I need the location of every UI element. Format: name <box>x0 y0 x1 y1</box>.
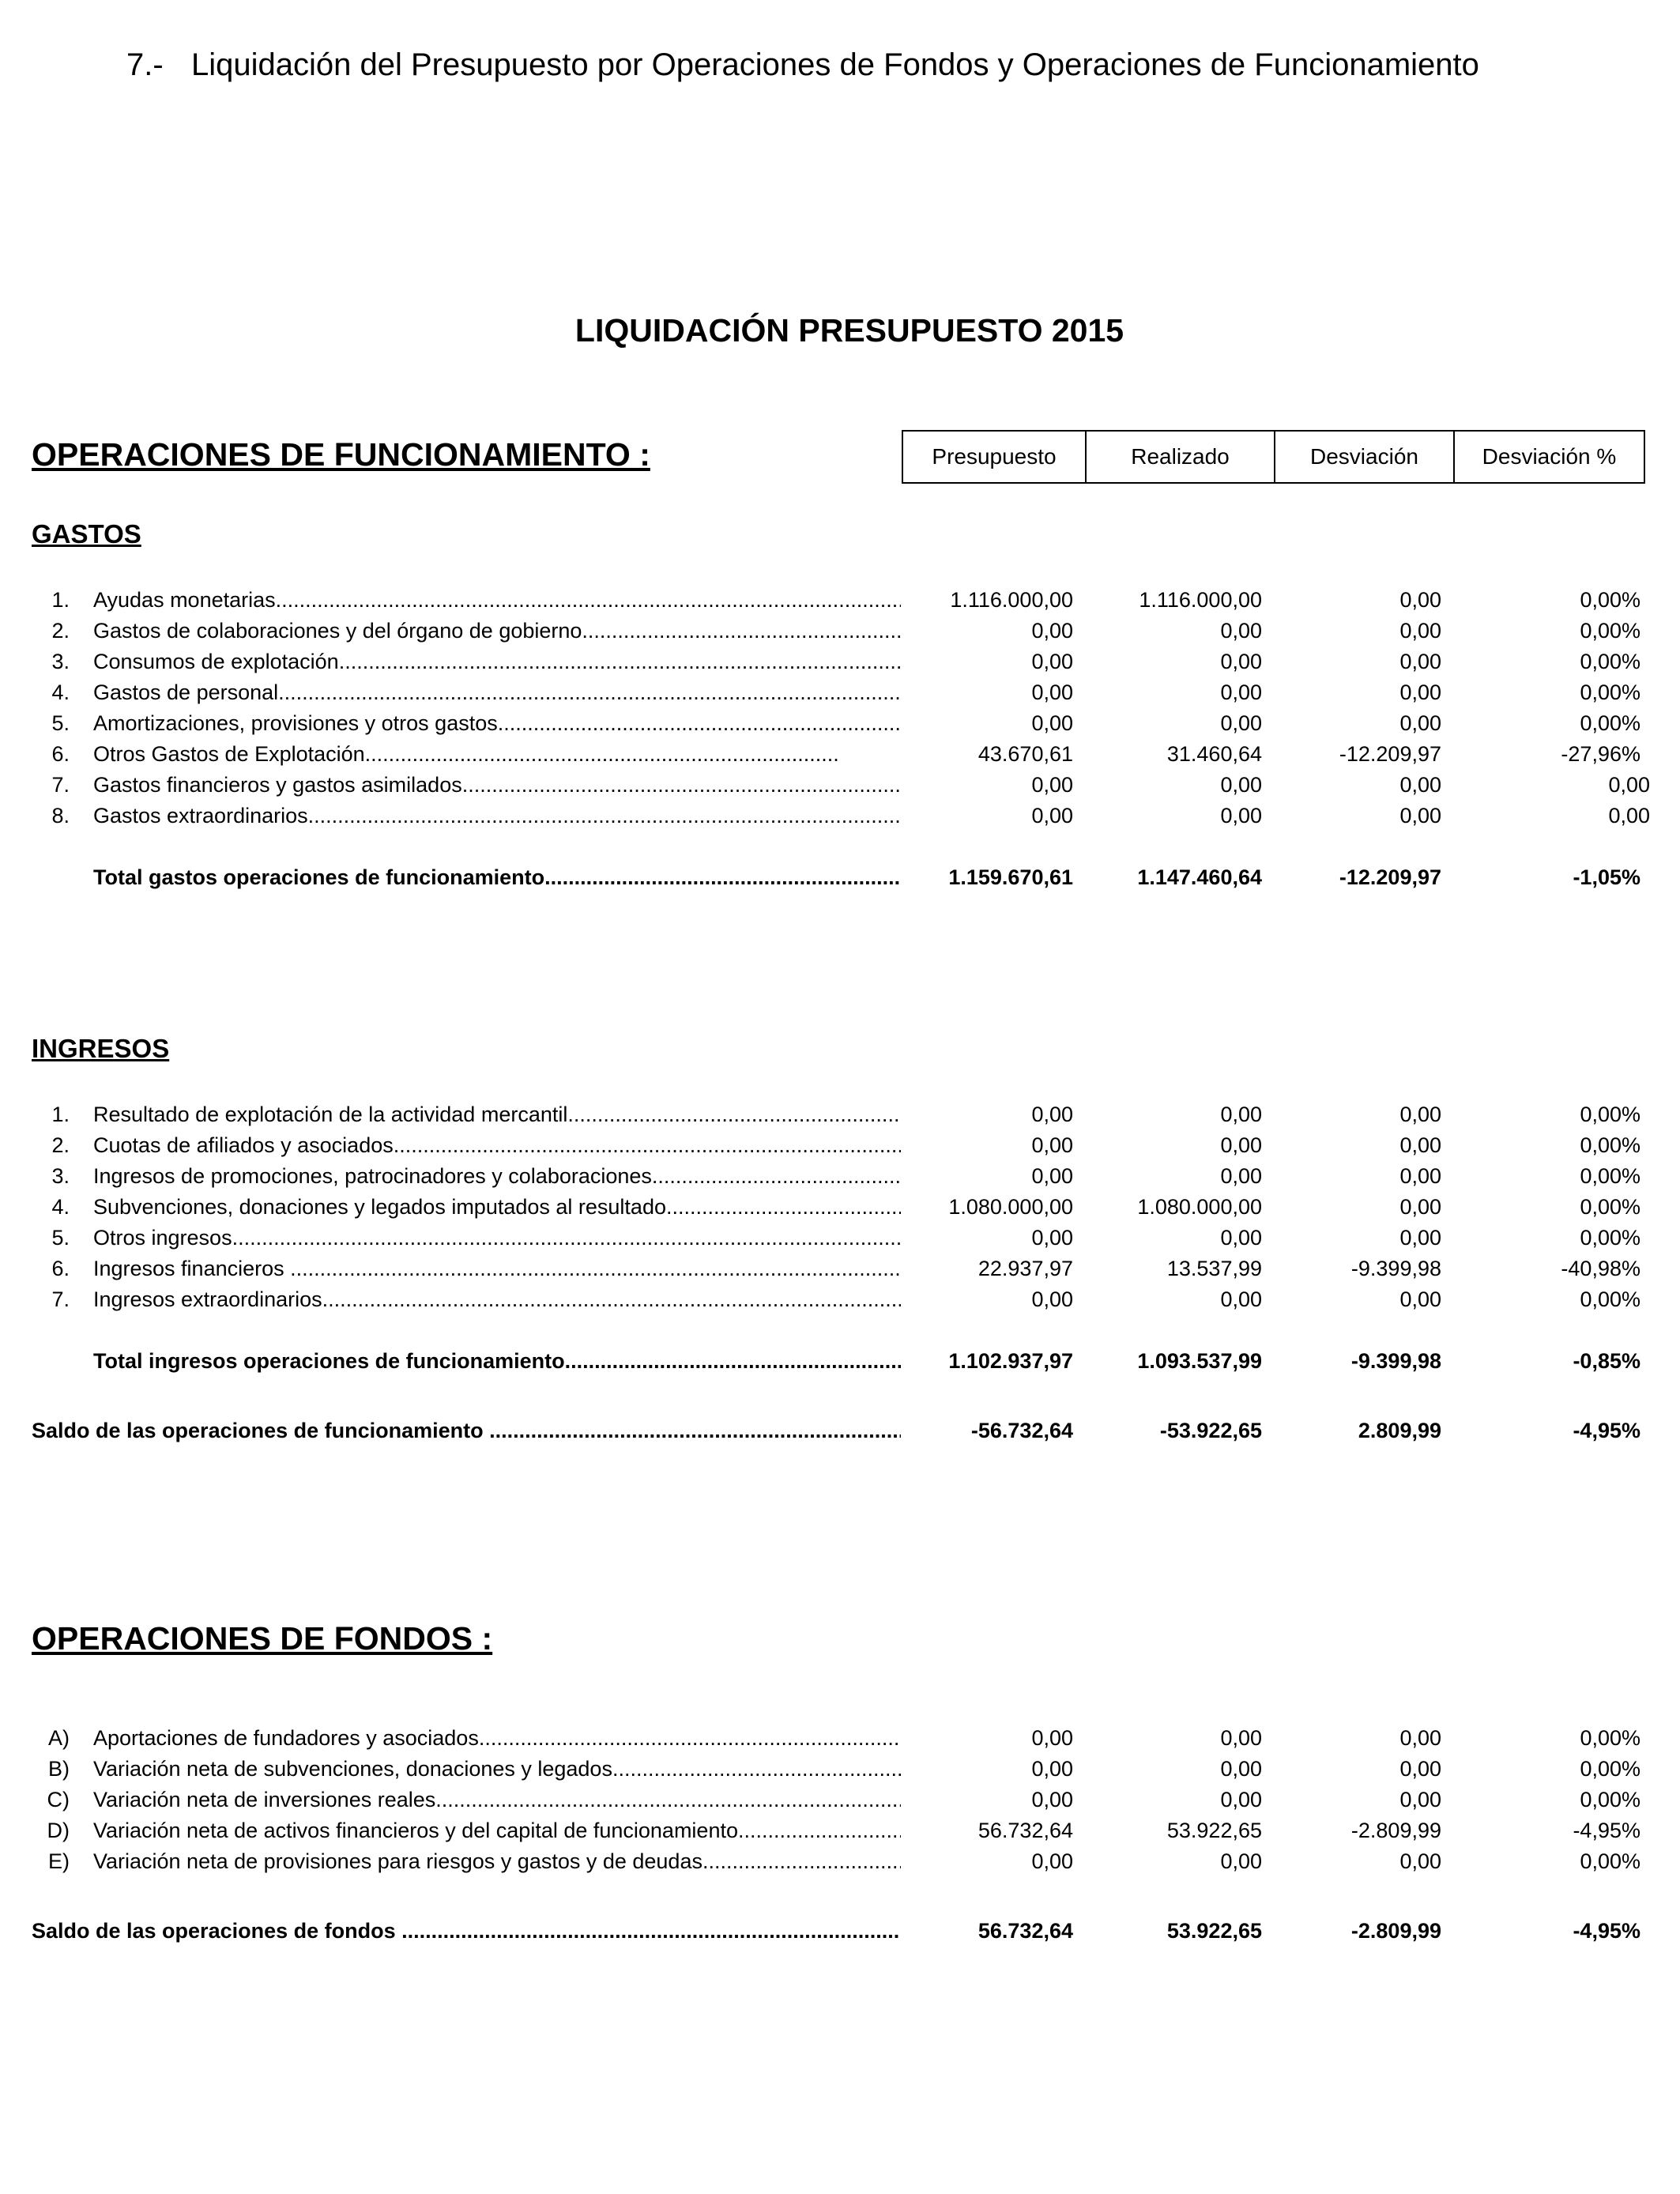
fondos-title: OPERACIONES DE FONDOS : <box>32 1620 493 1657</box>
cell-realizado: -53.922,65 <box>1159 1419 1262 1442</box>
cell-desviacion: 0,00 <box>1399 1287 1441 1311</box>
fondos-saldo-row <box>0 1916 1680 1947</box>
row-index: 4. <box>51 680 70 704</box>
funcionamiento-saldo-row <box>0 1416 1680 1446</box>
gastos-row <box>0 801 1680 831</box>
cell-desviacion: 0,00 <box>1399 1103 1441 1126</box>
cell-realizado: 0,00 <box>1220 1133 1262 1157</box>
cell-realizado: 13.537,99 <box>1166 1257 1262 1280</box>
gastos-row <box>0 616 1680 647</box>
cell-realizado: 1.093.537,99 <box>1137 1349 1262 1373</box>
row-label: Otros ingresos ..... <box>93 1223 901 1253</box>
cell-desviacion: -12.209,97 <box>1339 742 1441 766</box>
row-label: Total ingresos operaciones de funcionamiento ..... <box>93 1346 901 1377</box>
row-label: Gastos extraordinarios ..... <box>93 801 901 831</box>
row-label: Gastos de colaboraciones y del órgano de gobierno ..... <box>93 616 901 647</box>
cell-desviacion: 0,00 <box>1399 588 1441 612</box>
cell-desviacion: 0,00 <box>1399 1195 1441 1219</box>
row-label: Variación neta de subvenciones, donaciones y legados ..... <box>93 1754 901 1785</box>
cell-presupuesto: 0,00 <box>1031 1226 1073 1250</box>
cell-realizado: 0,00 <box>1220 1164 1262 1188</box>
cell-presupuesto: 56.732,64 <box>977 1819 1073 1842</box>
cell-desviacion-pct: -0,85% <box>1573 1349 1640 1373</box>
row-label: Ingresos financieros ..... <box>93 1253 901 1284</box>
cell-presupuesto: 0,00 <box>1031 650 1073 673</box>
cell-presupuesto: 1.080.000,00 <box>948 1195 1073 1219</box>
row-index: 1. <box>51 588 70 612</box>
cell-desviacion-pct: 0,00% <box>1580 1726 1640 1750</box>
row-index: 2. <box>51 619 70 643</box>
row-index: E) <box>48 1849 70 1873</box>
ingresos-total-row <box>0 1346 1680 1377</box>
cell-realizado: 1.116.000,00 <box>1139 588 1262 612</box>
fondos-row <box>0 1754 1680 1785</box>
row-label: Gastos de personal ..... <box>93 677 901 708</box>
fondos-row <box>0 1846 1680 1877</box>
row-index: 6. <box>51 1257 70 1280</box>
cell-realizado: 1.080.000,00 <box>1137 1195 1262 1219</box>
row-label: Ingresos extraordinarios ..... <box>93 1284 901 1315</box>
section-heading-text: Liquidación del Presupuesto por Operaciones de Fondos y Operaciones de Funcionamiento <box>191 47 1479 82</box>
ingresos-row <box>0 1099 1680 1130</box>
cell-presupuesto: 0,00 <box>1031 1788 1073 1811</box>
row-label: Ingresos de promociones, patrocinadores y colaboraciones ..... <box>93 1161 901 1192</box>
cell-desviacion-pct: -4,95% <box>1573 1419 1640 1442</box>
gastos-row <box>0 770 1680 801</box>
row-label: Consumos de explotación ..... <box>93 647 901 677</box>
row-label: Gastos financieros y gastos asimilados ..... <box>93 770 901 801</box>
cell-realizado: 0,00 <box>1220 650 1262 673</box>
cell-realizado: 0,00 <box>1220 619 1262 643</box>
cell-desviacion-pct: 0,00% <box>1580 1103 1640 1126</box>
ingresos-title: INGRESOS <box>32 1034 170 1063</box>
row-label: Aportaciones de fundadores y asociados ..... <box>93 1723 901 1754</box>
fondos-row <box>0 1723 1680 1754</box>
cell-realizado: 0,00 <box>1220 1226 1262 1250</box>
row-label: Ayudas monetarias ..... <box>93 585 901 616</box>
cell-desviacion: -12.209,97 <box>1339 865 1441 889</box>
cell-desviacion: 0,00 <box>1399 1757 1441 1781</box>
cell-desviacion: 0,00 <box>1399 1164 1441 1188</box>
row-label: Resultado de explotación de la actividad mercantil ..... <box>93 1099 901 1130</box>
row-index: D) <box>47 1819 70 1842</box>
row-index: 5. <box>51 711 70 735</box>
cell-presupuesto: 1.116.000,00 <box>950 588 1073 612</box>
cell-desviacion-pct: 0,00% <box>1580 650 1640 673</box>
funcionamiento-title: OPERACIONES DE FUNCIONAMIENTO : <box>32 436 650 473</box>
cell-presupuesto: 0,00 <box>1031 1133 1073 1157</box>
section-heading <box>126 47 1479 83</box>
cell-realizado: 53.922,65 <box>1166 1819 1262 1842</box>
column-header-desviacion: Desviación <box>1275 432 1455 482</box>
cell-realizado: 31.460,64 <box>1166 742 1262 766</box>
ingresos-row <box>0 1161 1680 1192</box>
cell-desviacion: 0,00 <box>1399 1849 1441 1873</box>
row-index: C) <box>47 1788 70 1811</box>
row-index: 2. <box>51 1133 70 1157</box>
row-label: Total gastos operaciones de funcionamiento ..... <box>93 862 901 893</box>
cell-desviacion-pct: -40,98% <box>1561 1257 1640 1280</box>
cell-presupuesto: 22.937,97 <box>977 1257 1073 1280</box>
cell-presupuesto: 0,00 <box>1031 1164 1073 1188</box>
cell-realizado: 0,00 <box>1220 1726 1262 1750</box>
row-label: Saldo de las operaciones de fondos ..... <box>32 1916 901 1947</box>
cell-desviacion-pct: 0,00% <box>1580 1195 1640 1219</box>
cell-desviacion-pct: -4,95% <box>1573 1919 1640 1943</box>
cell-desviacion: 0,00 <box>1399 711 1441 735</box>
cell-desviacion: -2.809,99 <box>1350 1819 1441 1842</box>
cell-desviacion-pct: 0,00% <box>1580 1788 1640 1811</box>
gastos-row <box>0 677 1680 708</box>
cell-realizado: 0,00 <box>1220 1757 1262 1781</box>
fondos-row <box>0 1785 1680 1815</box>
gastos-row <box>0 585 1680 616</box>
cell-desviacion-pct: 0,00% <box>1580 588 1640 612</box>
gastos-total-row <box>0 862 1680 893</box>
cell-desviacion-pct: 0,00% <box>1580 1133 1640 1157</box>
ingresos-row <box>0 1192 1680 1223</box>
cell-presupuesto: 0,00 <box>1031 1287 1073 1311</box>
cell-desviacion-pct: 0,00% <box>1580 680 1640 704</box>
row-label: Variación neta de inversiones reales ..... <box>93 1785 901 1815</box>
cell-realizado: 0,00 <box>1220 1287 1262 1311</box>
cell-realizado: 0,00 <box>1220 804 1262 827</box>
ingresos-row <box>0 1284 1680 1315</box>
row-index: 4. <box>51 1195 70 1219</box>
cell-desviacion-pct: 0,00% <box>1580 1226 1640 1250</box>
cell-realizado: 0,00 <box>1220 1849 1262 1873</box>
column-header-desviacion-pct: Desviación % <box>1482 444 1617 469</box>
cell-realizado: 0,00 <box>1220 1103 1262 1126</box>
cell-desviacion: 0,00 <box>1399 1726 1441 1750</box>
cell-desviacion: 0,00 <box>1399 1226 1441 1250</box>
gastos-row <box>0 647 1680 677</box>
cell-desviacion: 0,00 <box>1399 1788 1441 1811</box>
row-index: 3. <box>51 1164 70 1188</box>
cell-desviacion-pct: -27,96% <box>1561 742 1640 766</box>
row-label: Variación neta de activos financieros y del capital de funcionamiento ..... <box>93 1815 901 1846</box>
row-label: Variación neta de provisiones para riesgos y gastos y de deudas ..... <box>93 1846 901 1877</box>
cell-realizado: 53.922,65 <box>1166 1919 1262 1943</box>
ingresos-row <box>0 1130 1680 1161</box>
cell-presupuesto: 1.102.937,97 <box>948 1349 1073 1373</box>
row-index: 3. <box>51 650 70 673</box>
gastos-row <box>0 708 1680 739</box>
row-label: Subvenciones, donaciones y legados imputados al resultado ..... <box>93 1192 901 1223</box>
row-label: Saldo de las operaciones de funcionamiento ..... <box>32 1416 901 1446</box>
gastos-title: GASTOS <box>32 519 141 548</box>
column-header-realizado: Realizado <box>1087 432 1275 482</box>
row-label: Amortizaciones, provisiones y otros gastos ..... <box>93 708 901 739</box>
cell-presupuesto: 0,00 <box>1031 773 1073 797</box>
row-index: 8. <box>51 804 70 827</box>
cell-desviacion: 0,00 <box>1399 650 1441 673</box>
row-label: Cuotas de afiliados y asociados ..... <box>93 1130 901 1161</box>
cell-presupuesto: 0,00 <box>1031 680 1073 704</box>
column-header-row <box>902 430 1645 484</box>
row-index: A) <box>48 1726 70 1750</box>
cell-desviacion-pct: 0,00% <box>1580 1164 1640 1188</box>
gastos-row <box>0 739 1680 770</box>
row-index: 7. <box>51 773 70 797</box>
column-header-presupuesto: Presupuesto <box>903 432 1087 482</box>
cell-desviacion: 0,00 <box>1399 680 1441 704</box>
cell-presupuesto: 0,00 <box>1031 711 1073 735</box>
cell-realizado: 0,00 <box>1220 680 1262 704</box>
cell-presupuesto: 0,00 <box>1031 619 1073 643</box>
cell-presupuesto: -56.732,64 <box>970 1419 1073 1442</box>
page-title: LIQUIDACIÓN PRESUPUESTO 2015 <box>574 312 1124 349</box>
cell-desviacion: 0,00 <box>1399 619 1441 643</box>
row-index: B) <box>48 1757 70 1781</box>
cell-desviacion: -2.809,99 <box>1350 1919 1441 1943</box>
cell-presupuesto: 43.670,61 <box>977 742 1073 766</box>
row-index: 7. <box>51 1287 70 1311</box>
cell-desviacion: 2.809,99 <box>1358 1419 1441 1442</box>
row-index: 6. <box>51 742 70 766</box>
cell-desviacion-pct: 0,00% <box>1580 711 1640 735</box>
cell-presupuesto: 0,00 <box>1031 1757 1073 1781</box>
cell-realizado: 0,00 <box>1220 1788 1262 1811</box>
fondos-row <box>0 1815 1680 1846</box>
row-index: 5. <box>51 1226 70 1250</box>
cell-presupuesto: 0,00 <box>1031 1103 1073 1126</box>
cell-desviacion: 0,00 <box>1399 773 1441 797</box>
cell-presupuesto: 0,00 <box>1031 804 1073 827</box>
cell-desviacion-pct: 0,00% <box>1580 1287 1640 1311</box>
cell-desviacion: 0,00 <box>1399 1133 1441 1157</box>
cell-presupuesto: 0,00 <box>1031 1849 1073 1873</box>
cell-realizado: 1.147.460,64 <box>1137 865 1262 889</box>
cell-desviacion-pct: 0,00 <box>1608 773 1650 797</box>
cell-realizado: 0,00 <box>1220 773 1262 797</box>
row-index: 1. <box>51 1103 70 1126</box>
cell-realizado: 0,00 <box>1220 711 1262 735</box>
section-number: 7.- <box>126 47 164 82</box>
cell-desviacion: -9.399,98 <box>1350 1349 1441 1373</box>
cell-presupuesto: 0,00 <box>1031 1726 1073 1750</box>
cell-desviacion-pct: 0,00% <box>1580 619 1640 643</box>
cell-desviacion: 0,00 <box>1399 804 1441 827</box>
cell-desviacion-pct: -1,05% <box>1573 865 1640 889</box>
cell-desviacion-pct: 0,00% <box>1580 1757 1640 1781</box>
row-label: Otros Gastos de Explotación..... <box>93 739 901 770</box>
ingresos-row <box>0 1253 1680 1284</box>
cell-desviacion: -9.399,98 <box>1350 1257 1441 1280</box>
cell-desviacion-pct: 0,00 <box>1608 804 1650 827</box>
ingresos-row <box>0 1223 1680 1253</box>
cell-presupuesto: 1.159.670,61 <box>948 865 1073 889</box>
cell-desviacion-pct: 0,00% <box>1580 1849 1640 1873</box>
cell-presupuesto: 56.732,64 <box>977 1919 1073 1943</box>
cell-desviacion-pct: -4,95% <box>1573 1819 1640 1842</box>
